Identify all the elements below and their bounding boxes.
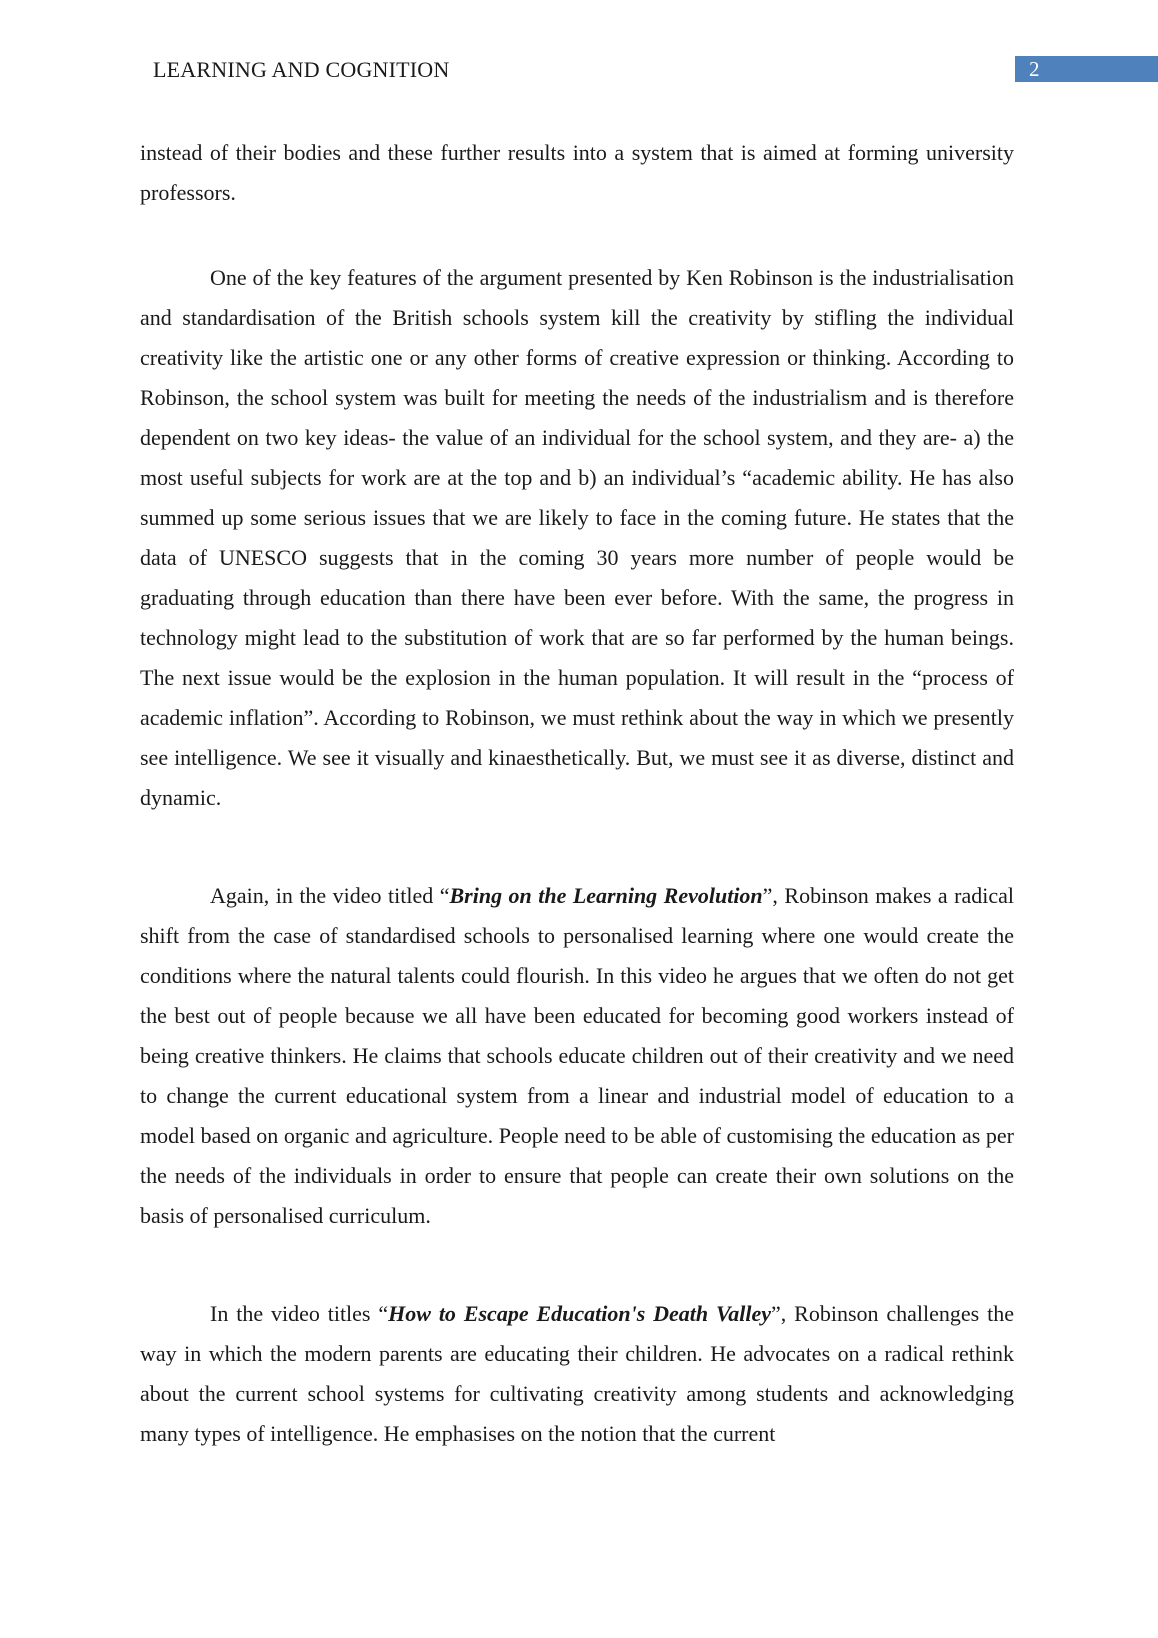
- paragraph-learning-revolution: [140, 876, 1014, 1236]
- paragraph-continued: instead of their bodies and these further results into a system that is aimed at forming university professors.: [140, 140, 1014, 205]
- paragraph-lead-in: Again, in the video titled “: [210, 883, 450, 908]
- paragraph-key-features: One of the key features of the argument presented by Ken Robinson is the industrialisation and standardisation of the British schools system kill the creativity by stifling the individual creativity like the artistic one or any other forms of creative expression or thinking. According to Robinson, the school system was built for meeting the needs of the industrialism and is therefore dependent on two key ideas- the value of an individual for the school system, and they are- a) the most useful subjects for work are at the top and b) an individual’s “academic ability. He has also summed up some serious issues that we are likely to face in the coming future. He states that the data of UNESCO suggests that in the coming 30 years more number of people would be graduating through education than there have been ever before. With the same, the progress in technology might lead to the substitution of work that are so far performed by the human beings. The next issue would be the explosion in the human population. It will result in the “process of academic inflation”. According to Robinson, we must rethink about the way in which we presently see intelligence. We see it visually and kinaesthetically. But, we must see it as diverse, distinct and dynamic.: [140, 265, 1014, 810]
- video-title: How to Escape Education's Death Valley: [388, 1301, 772, 1326]
- page-number-badge: [1015, 56, 1158, 82]
- paragraph-rest: ”, Robinson makes a radical shift from the case of standardised schools to personalised learning where one would create the conditions where the natural talents could flourish. In this video he argues that we often do not get the best out of people because we all have been educated for becoming good workers instead of being creative thinkers. He claims that schools educate children out of their creativity and we need to change the current educational system from a linear and industrial model of education to a model based on organic and agriculture. People need to be able of customising the education as per the needs of the individuals in order to ensure that people can create their own solutions on the basis of personalised curriculum.: [140, 883, 1014, 1228]
- running-header-title: LEARNING AND COGNITION: [153, 57, 450, 82]
- paragraph-death-valley: [140, 1294, 1014, 1454]
- paragraph-lead-in: In the video titles “: [210, 1301, 389, 1326]
- page-number: 2: [1029, 57, 1040, 81]
- document-body: [140, 133, 1014, 1454]
- paragraph-rest: ”, Robinson challenges the way in which the modern parents are educating their children. He advocates on a radical rethink about the current school systems for cultivating creativity among students and acknowledging many types of intelligence. He emphasises on the notion that the current: [140, 1301, 1015, 1446]
- video-title: Bring on the Learning Revolution: [449, 883, 763, 908]
